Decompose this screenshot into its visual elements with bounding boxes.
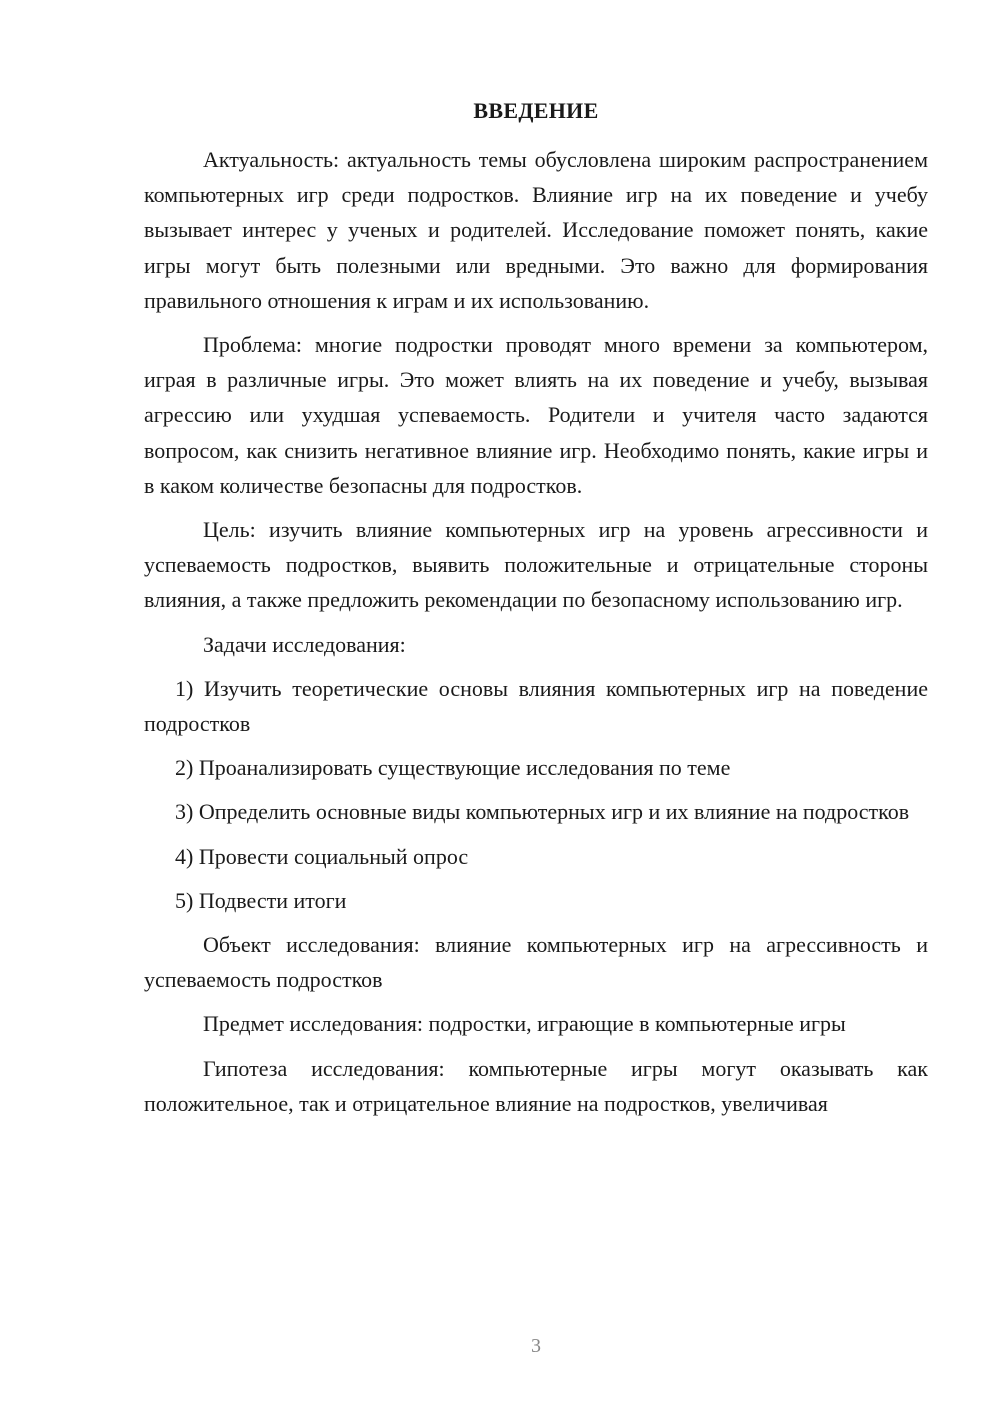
task-list-item: 2) Проанализировать существующие исследования по теме — [175, 755, 731, 781]
task-list-item: 3) Определить основные виды компьютерных игр и их влияние на подростков — [175, 799, 910, 825]
paragraph-goal: Цель: изучить влияние компьютерных игр на уровень агрессивности и успеваемость подростков, выявить положительные и отрицательные стороны влияния, а также предложить рекомендации по безопасному использованию игр. — [144, 517, 928, 613]
paragraph-hypothesis: Гипотеза исследования: компьютерные игры могут оказывать как положительное, так и отрицательное влияние на подростков, увеличивая — [144, 1055, 928, 1116]
section-title: ВВЕДЕНИЕ — [473, 98, 599, 123]
document-body — [144, 142, 928, 1130]
paragraph-tasks-heading: Задачи исследования: — [203, 631, 406, 657]
task-list-item: 1) Изучить теоретические основы влияния компьютерных игр на поведение подростков — [144, 675, 928, 737]
task-list-item: 4) Провести социальный опрос — [175, 843, 469, 869]
task-list-item: 5) Подвести итоги — [175, 887, 347, 913]
paragraph-object: Объект исследования: влияние компьютерных игр на агрессивность и успеваемость подростков — [144, 932, 928, 993]
paragraph-subject: Предмет исследования: подростки, играющие в компьютерные игры — [203, 1011, 846, 1037]
page-number: 3 — [531, 1335, 541, 1357]
paragraph-problem: Проблема: многие подростки проводят много времени за компьютером, играя в различные игры. Это может влиять на их поведение и учебу, вызывая агрессию или ухудшая успеваемость. Родители и учителя часто задаются вопросом, как снизить негативное влияние игр. Необходимо понять, какие игры и в каком количестве безопасны для подростков. — [144, 332, 928, 498]
paragraph-relevance: Актуальность: актуальность темы обусловлена широким распространением компьютерных игр среди подростков. Влияние игр на их поведение и учебу вызывает интерес у ученых и родителей. Исследование поможет понять, какие игры могут быть полезными или вредными. Это важно для формирования правильного отношения к играм и их использованию. — [144, 147, 928, 313]
